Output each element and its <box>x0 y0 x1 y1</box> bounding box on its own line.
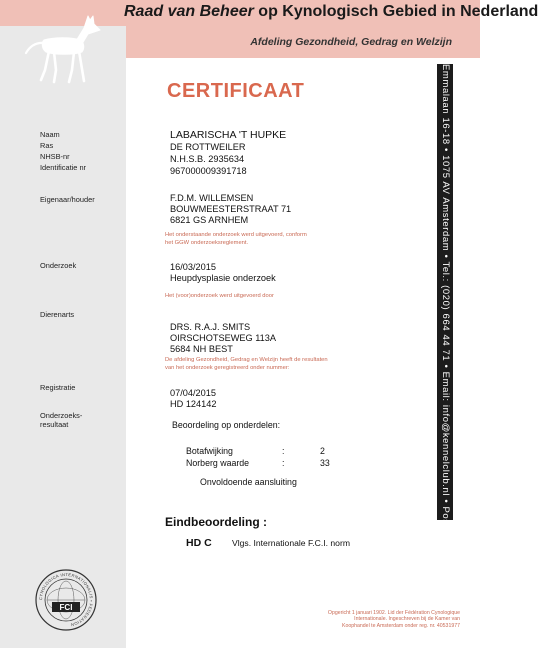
header-subtitle: Afdeling Gezondheid, Gedrag en Welzijn <box>250 36 452 48</box>
registration-date: 07/04/2015 <box>170 388 216 398</box>
note-registered-1: De afdeling Gezondheid, Gedrag en Welzijn heeft de resultaten <box>165 357 328 363</box>
result-row-value: 33 <box>320 458 330 468</box>
vet-name: DRS. R.A.J. SMITS <box>170 322 251 332</box>
header-title <box>124 3 538 21</box>
label-naam: Naam <box>40 130 60 139</box>
result-row-label: Norberg waarde <box>186 458 250 468</box>
note-reglement-1: Het onderstaande onderzoek werd uitgevoerd, conform <box>165 232 307 238</box>
dog-nhsb: N.H.S.B. 2935634 <box>170 154 245 164</box>
dog-logo-icon <box>14 8 106 90</box>
dog-breed: DE ROTTWEILER <box>170 142 246 152</box>
final-assessment-norm: Vlgs. Internationale F.C.I. norm <box>232 538 350 548</box>
final-assessment-heading: Eindbeoordeling : <box>165 515 267 529</box>
label-dierenarts: Dierenarts <box>40 310 75 319</box>
header-title-rest: op Kynologisch Gebied in Nederland <box>258 3 538 20</box>
certificate-title: CERTIFICAAT <box>167 80 305 102</box>
dog-identification: 967000009391718 <box>170 166 247 176</box>
label-registratie: Registratie <box>40 383 76 392</box>
vet-street: OIRSCHOTSEWEG 113A <box>170 333 277 343</box>
header-brand: Raad van Beheer <box>124 3 254 20</box>
final-assessment-value: HD C <box>186 537 212 549</box>
note-reglement-2: het GGW onderzoeksreglement. <box>165 240 249 246</box>
result-row-value: 2 <box>320 446 325 456</box>
owner-city: 6821 GS ARNHEM <box>170 215 249 225</box>
owner-street: BOUWMEESTERSTRAAT 71 <box>170 204 292 214</box>
registration-number: HD 124142 <box>170 399 217 409</box>
result-row-sep: : <box>282 458 285 468</box>
result-row-sep: : <box>282 446 285 456</box>
seal-center-text: FCI <box>59 603 73 612</box>
footer-line-3: Koophandel te Amsterdam onder reg. nr. 40531977 <box>342 622 460 629</box>
assessment-heading: Beoordeling op onderdelen: <box>172 420 281 430</box>
seal-ring-text: CYNOLOGICA INTERNATIONALIS • FEDERATION <box>37 571 95 628</box>
note-registered-2: van het onderzoek geregistreerd onder nummer: <box>165 365 290 371</box>
label-identificatie: Identificatie nr <box>40 163 87 172</box>
vet-city: 5684 NH BEST <box>170 344 233 354</box>
left-sidebar <box>0 0 126 648</box>
label-onderzoeks-resultaat-1: Onderzoeks- <box>40 411 83 420</box>
note-performed-by: Het (voor)onderzoek werd uitgevoerd door <box>165 293 274 299</box>
label-nhsb: NHSB-nr <box>40 152 70 161</box>
owner-name: F.D.M. WILLEMSEN <box>170 193 254 203</box>
label-onderzoeks-resultaat-2: resultaat <box>40 420 69 429</box>
dog-name: LABARISCHA 'T HUPKE <box>170 129 287 141</box>
footer-line-2: Internationale. Ingeschreven bij de Kamer van <box>354 616 460 623</box>
result-conclusion: Onvoldoende aansluiting <box>200 477 297 487</box>
label-eigenaar: Eigenaar/houder <box>40 195 95 204</box>
footer-legal <box>290 610 460 629</box>
fci-seal-icon <box>34 568 98 632</box>
label-onderzoek: Onderzoek <box>40 261 77 270</box>
examination-date: 16/03/2015 <box>170 262 216 272</box>
examination-type: Heupdysplasie onderzoek <box>170 273 276 283</box>
label-ras: Ras <box>40 141 54 150</box>
contact-side-bar-text: Emmalaan 16-18 • 1075 AV Amsterdam • Tel.: (020) 664 44 71 • Email: info@kennelclub.nl • Postbank 71442 <box>440 64 451 584</box>
footer-line-1: Opgericht 1 januari 1902. Lid der Fédération Cynologique <box>327 610 460 616</box>
result-row-label: Botafwijking <box>186 446 233 456</box>
